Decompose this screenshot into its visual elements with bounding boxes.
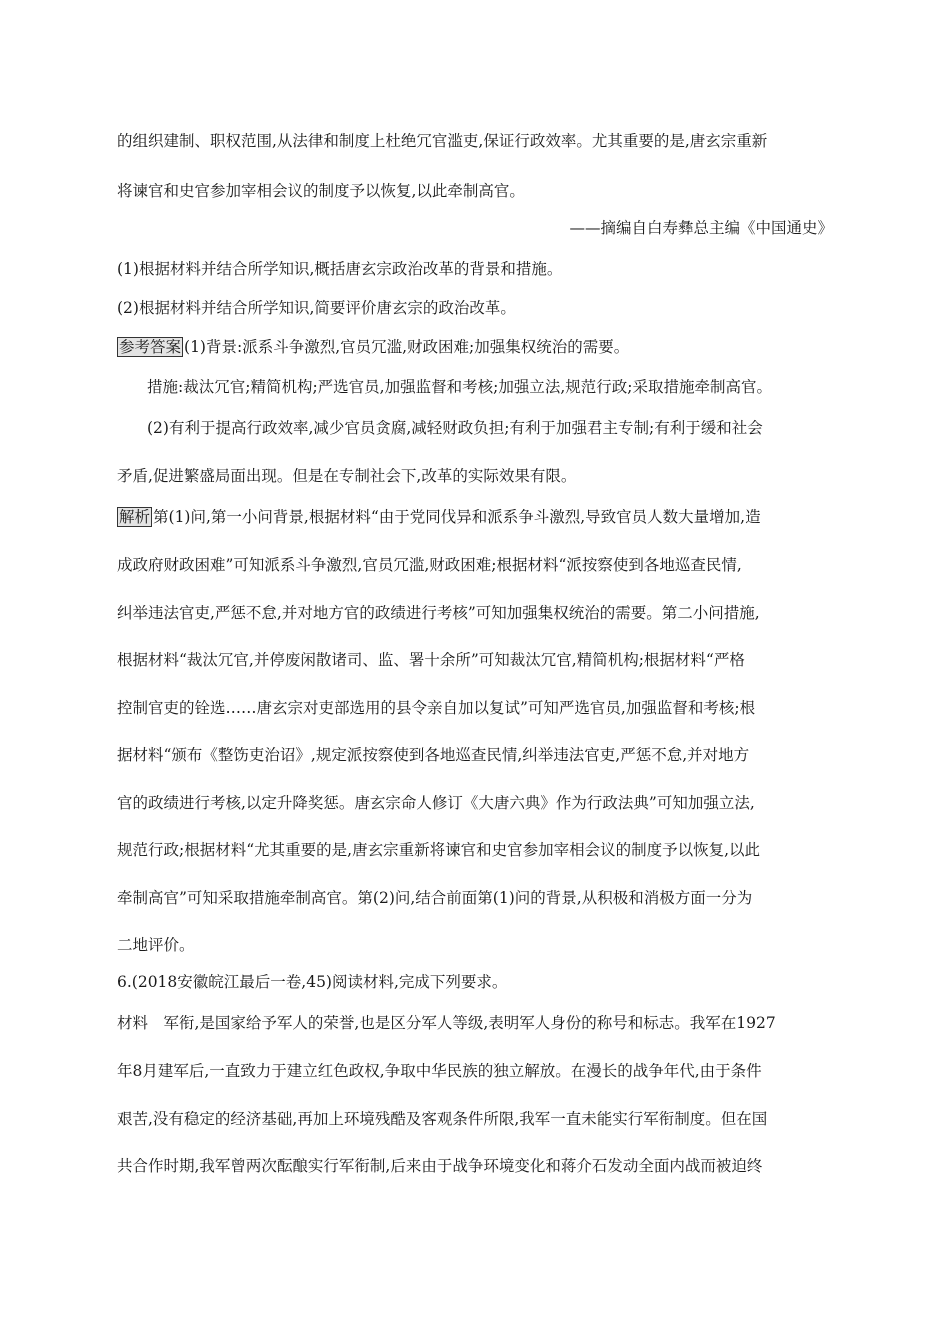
analysis-line: 纠举违法官吏,严惩不怠,并对地方官的政绩进行考核”可知加强集权统治的需要。第二小问措施,: [117, 604, 760, 622]
analysis-line: 官的政绩进行考核,以定升降奖惩。唐玄宗命人修订《大唐六典》作为行政法典”可知加强立法,: [117, 794, 755, 812]
analysis-line: 根据材料“裁汰冗官,并停废闲散诸司、监、署十余所”可知裁汰冗官,精简机构;根据材料“严格: [117, 651, 745, 669]
material-line: 的组织建制、职权范围,从法律和制度上杜绝冗官滥吏,保证行政效率。尤其重要的是,唐玄宗重新: [117, 132, 768, 150]
source-citation: ——摘编自白寿彝总主编《中国通史》: [569, 219, 833, 237]
answer-line: 矛盾,促进繁盛局面出现。但是在专制社会下,改革的实际效果有限。: [117, 467, 577, 485]
analysis-line: 成政府财政困难”可知派系斗争激烈,官员冗滥,财政困难;根据材料“派按察使到各地巡查民情,: [117, 556, 742, 574]
question-6-heading: 6.(2018安徽皖江最后一卷,45)阅读材料,完成下列要求。: [117, 973, 508, 991]
answer-tag: 参考答案: [119, 338, 182, 356]
question-2: (2)根据材料并结合所学知识,简要评价唐玄宗的政治改革。: [117, 299, 516, 317]
material-line: 将谏官和史官参加宰相会议的制度予以恢复,以此牵制高官。: [117, 182, 525, 200]
answer-line: 措施:裁汰冗官;精简机构;严选官员,加强监督和考核;加强立法,规范行政;采取措施牵制高官。: [147, 378, 772, 396]
answer-text: (1)背景:派系斗争激烈,官员冗滥,财政困难;加强集权统治的需要。: [184, 338, 630, 356]
analysis-line: 据材料“颁布《整饬吏治诏》,规定派按察使到各地巡查民情,纠举违法官吏,严惩不怠,并对地方: [117, 746, 750, 764]
analysis-text: 第(1)问,第一小问背景,根据材料“由于党同伐异和派系争斗激烈,导致官员人数大量增加,造: [153, 508, 761, 526]
analysis-line: 牵制高官”可知采取措施牵制高官。第(2)问,结合前面第(1)问的背景,从积极和消极方面一分为: [117, 889, 753, 907]
q6-material-line: 年8月建军后,一直致力于建立红色政权,争取中华民族的独立解放。在漫长的战争年代,由于条件: [117, 1062, 762, 1080]
analysis-line: 控制官吏的铨选……唐玄宗对吏部选用的县令亲自加以复试”可知严选官员,加强监督和考核;根: [117, 699, 756, 717]
answer-line: (2)有利于提高行政效率,减少官员贪腐,减轻财政负担;有利于加强君主专制;有利于缓和社会: [147, 419, 763, 437]
analysis-line: 二地评价。: [117, 936, 195, 954]
q6-material-line: 艰苦,没有稳定的经济基础,再加上环境残酷及客观条件所限,我军一直未能实行军衔制度。但在国: [117, 1110, 768, 1128]
analysis-line: 规范行政;根据材料“尤其重要的是,唐玄宗重新将谏官和史官参加宰相会议的制度予以恢复,以此: [117, 841, 761, 859]
q6-material-line: 共合作时期,我军曾两次酝酿实行军衔制,后来由于战争环境变化和蒋介石发动全面内战而被迫终: [117, 1157, 763, 1175]
answer-line: [117, 336, 833, 358]
question-1: (1)根据材料并结合所学知识,概括唐玄宗政治改革的背景和措施。: [117, 260, 563, 278]
analysis-tag: 解析: [119, 508, 151, 526]
analysis-line: [117, 506, 833, 528]
q6-material-line: 材料 军衔,是国家给予军人的荣誉,也是区分军人等级,表明军人身份的称号和标志。我军在1927: [117, 1014, 776, 1032]
